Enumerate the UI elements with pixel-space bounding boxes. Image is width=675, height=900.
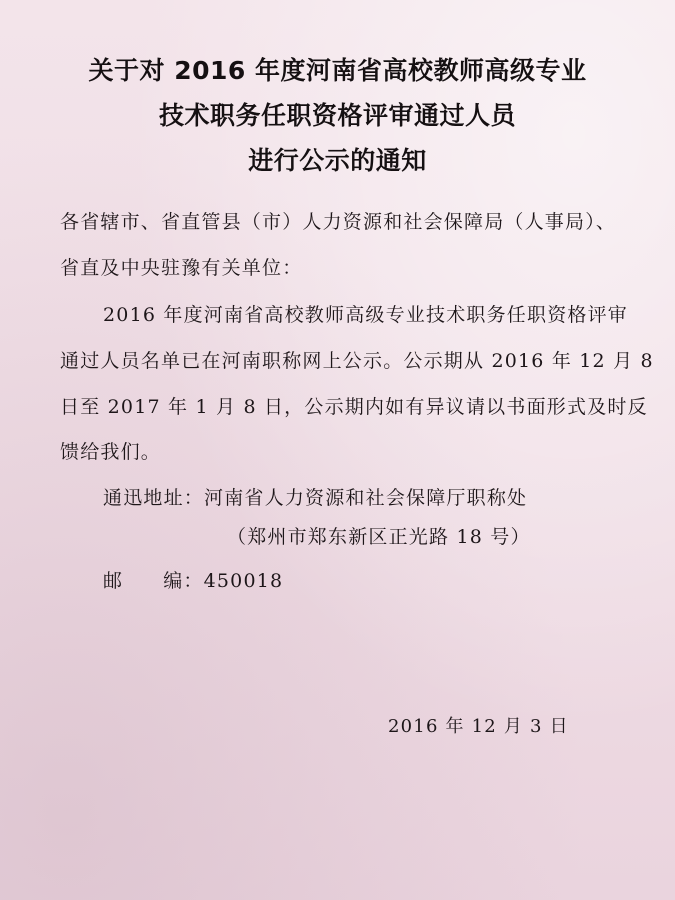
postal-code-value: 450018: [203, 570, 284, 592]
salutation-line-2: 省直及中央驻豫有关单位：: [60, 257, 303, 279]
body-line-4: 馈给我们。: [60, 441, 162, 463]
postal-label-char-2: 编：: [163, 570, 204, 592]
body-line-2: 通过人员名单已在河南职称网上公示。公示期从 2016 年 12 月 8: [60, 350, 654, 372]
address-label: 通迅地址：: [103, 487, 205, 509]
address-line: [103, 483, 527, 510]
issue-date: 2016 年 12 月 3 日: [388, 716, 569, 737]
postal-code-line: [103, 566, 283, 593]
title-line-1: 关于对 2016 年度河南省高校教师高级专业: [88, 56, 587, 85]
title-line-2: 技术职务任职资格评审通过人员: [158, 101, 516, 130]
address-value: 河南省人力资源和社会保障厅职称处: [204, 487, 528, 509]
salutation-line-1: 各省辖市、省直管县（市）人力资源和社会保障局（人事局）、: [60, 211, 617, 233]
postal-label-char-1: 邮: [103, 570, 124, 592]
address-detail: （郑州市郑东新区正光路 18 号）: [227, 526, 531, 548]
body-line-3: 日至 2017 年 1 月 8 日，公示期内如有异议请以书面形式及时反: [60, 396, 648, 418]
body-line-1: 2016 年度河南省高校教师高级专业技术职务任职资格评审: [103, 304, 628, 326]
title-line-3: 进行公示的通知: [248, 146, 427, 175]
